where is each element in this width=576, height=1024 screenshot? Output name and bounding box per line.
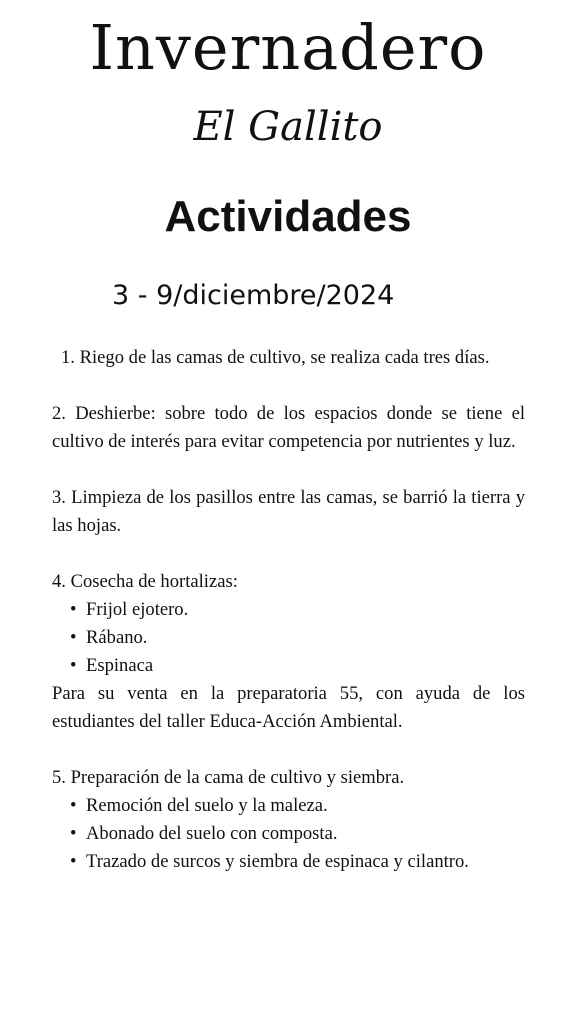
- activity-item-2: 2. Deshierbe: sobre todo de los espacios donde se tiene el cultivo de interés para evitar competencia por nutrientes y luz.: [52, 403, 525, 452]
- activities-list: [52, 344, 525, 904]
- bullet-icon: •: [70, 851, 77, 872]
- bullet-item: [52, 624, 525, 652]
- bullet-icon: •: [70, 655, 77, 676]
- bullet-text: Remoción del suelo y la maleza.: [86, 795, 328, 816]
- bullet-icon: •: [70, 627, 77, 648]
- bullet-text: Rábano.: [86, 627, 148, 648]
- bullet-text: Abonado del suelo con composta.: [86, 823, 338, 844]
- activity-item-4-title: 4. Cosecha de hortalizas:: [52, 571, 238, 592]
- bullet-item: [52, 820, 525, 848]
- bullet-text: Espinaca: [86, 655, 154, 676]
- activity-item-5: [52, 764, 525, 876]
- bullet-icon: •: [70, 823, 77, 844]
- activity-item-5-title: 5. Preparación de la cama de cultivo y siembra.: [52, 767, 405, 788]
- activity-item-5-bullets: [52, 792, 525, 876]
- bullet-icon: •: [70, 795, 77, 816]
- bullet-text: Frijol ejotero.: [86, 599, 189, 620]
- page-subtitle: El Gallito: [193, 104, 383, 150]
- bullet-item: [52, 596, 525, 624]
- section-heading: Actividades: [164, 192, 412, 241]
- bullet-icon: •: [70, 599, 77, 620]
- activity-item-4-note: Para su venta en la preparatoria 55, con ayuda de los estudiantes del taller Educa-Acción Ambiental.: [52, 683, 525, 732]
- bullet-item: [52, 848, 525, 876]
- activity-item-4-bullets: [52, 596, 525, 680]
- bullet-text: Trazado de surcos y siembra de espinaca y cilantro.: [86, 851, 469, 872]
- bullet-item: [52, 652, 525, 680]
- activity-item-4: [52, 568, 525, 736]
- page-title: Invernadero: [89, 11, 487, 84]
- activity-item-3: 3. Limpieza de los pasillos entre las camas, se barrió la tierra y las hojas.: [52, 487, 525, 536]
- activity-item-1: 1. Riego de las camas de cultivo, se realiza cada tres días.: [61, 347, 490, 368]
- date-range: 3 - 9/diciembre/2024: [112, 280, 395, 311]
- bullet-item: [52, 792, 525, 820]
